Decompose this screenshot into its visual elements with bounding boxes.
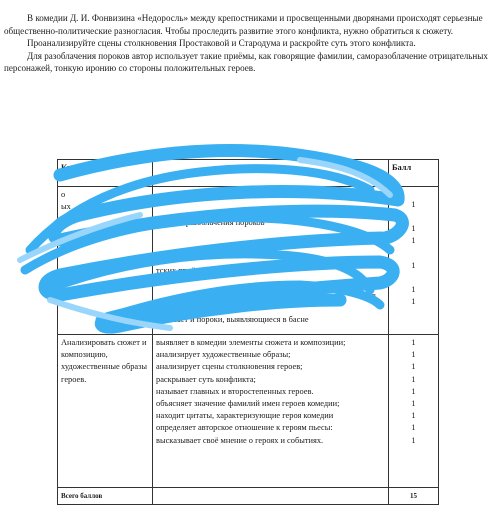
- criterion-cell: Анализировать сюжет и композицию, художественные образы героев.: [58, 335, 153, 488]
- descriptor-item: находит цитаты, характеризующие героя комедии: [156, 411, 334, 421]
- descriptor-item: анализирует художественные образы;: [156, 350, 291, 360]
- score-mark: 1: [411, 399, 416, 409]
- header-descriptor: ескрипто: [153, 160, 389, 187]
- score-cell: [389, 335, 439, 488]
- score-mark: 1: [411, 350, 416, 360]
- intro-paragraph-2: Проанализируйте сцены столкновения Простаковой и Стародума и раскройте суть этого конфликта.: [27, 38, 416, 49]
- descriptor-item: выявляет в комедии элементы сюжета и композиции;: [156, 338, 346, 347]
- descriptor-fragment: лицетворах;: [176, 302, 220, 312]
- descriptor-item: высказывает своё мнение о героях и событиях.: [156, 435, 324, 445]
- score-mark: 1: [411, 362, 416, 372]
- score-mark: 1: [411, 284, 416, 294]
- header-criterion: Крит: [58, 160, 153, 187]
- score-mark: 1: [411, 435, 416, 445]
- total-value: 15: [389, 487, 439, 504]
- score-mark: 1: [411, 386, 416, 396]
- score-mark: 1: [411, 338, 416, 347]
- assessment-table: [57, 159, 439, 505]
- header-score: Балл: [389, 160, 439, 187]
- total-spacer: [153, 487, 389, 504]
- criterion-fragment: о: [61, 190, 66, 199]
- score-mark: 1: [411, 200, 416, 209]
- task-text: [4, 12, 494, 75]
- score-mark: 1: [411, 423, 416, 433]
- table-row: [58, 335, 439, 488]
- descriptor-item: называет главных и второстепенных героев.: [156, 386, 314, 396]
- score-mark: 1: [411, 236, 416, 246]
- descriptor-item: называет и пороки, выявляющиеся в басне: [156, 315, 309, 325]
- descriptor-fragment: приёмы разоблачения пороков: [156, 218, 265, 228]
- header-row: [58, 160, 439, 187]
- criterion-cell-upper: [58, 187, 153, 335]
- score-mark: 1: [411, 411, 416, 421]
- intro-paragraph-1: В комедии Д. И. Фонвизина «Недоросль» между крепостниками и просвещенными дворянами происходят серьезные общественно-политические разногласия. Чтобы проследить развитие этого конфликта, нужно обратиться к сюжету.: [4, 13, 483, 36]
- total-label: Всего баллов: [58, 487, 153, 504]
- score-mark: 1: [411, 297, 416, 307]
- descriptor-item: анализирует сцены столкновения героев;: [156, 362, 303, 372]
- criterion-fragment: ис: [61, 274, 70, 284]
- descriptor-item: определяет авторское отношение к героям пьесы:: [156, 423, 333, 433]
- descriptor-item: объясняет значение фамилий имен героев комедии;: [156, 399, 340, 409]
- table-row: [58, 187, 439, 335]
- descriptor-item: раскрывает суть конфликта;: [156, 374, 256, 384]
- criterion-fragment: ых: [61, 202, 71, 212]
- descriptor-fragment: жен в: [356, 290, 376, 300]
- score-mark: 1: [411, 260, 416, 270]
- intro-paragraph-3: Для разоблачения пороков автор использует такие приёмы, как говорящие фамилии, саморазоблачение отрицательных персонажей, тонкую иронию со стороны положительных героев.: [4, 50, 488, 74]
- score-cell-upper: [389, 187, 439, 335]
- descriptor-cell-upper: [153, 187, 389, 335]
- descriptor-fragment: тских приём: [156, 266, 201, 276]
- total-row: [58, 487, 439, 504]
- score-mark: 1: [411, 224, 416, 234]
- criterion-fragment: проме: [61, 238, 83, 248]
- descriptor-cell: [153, 335, 389, 488]
- score-mark: 1: [411, 374, 416, 384]
- descriptor-fragment: Крм: [306, 206, 321, 215]
